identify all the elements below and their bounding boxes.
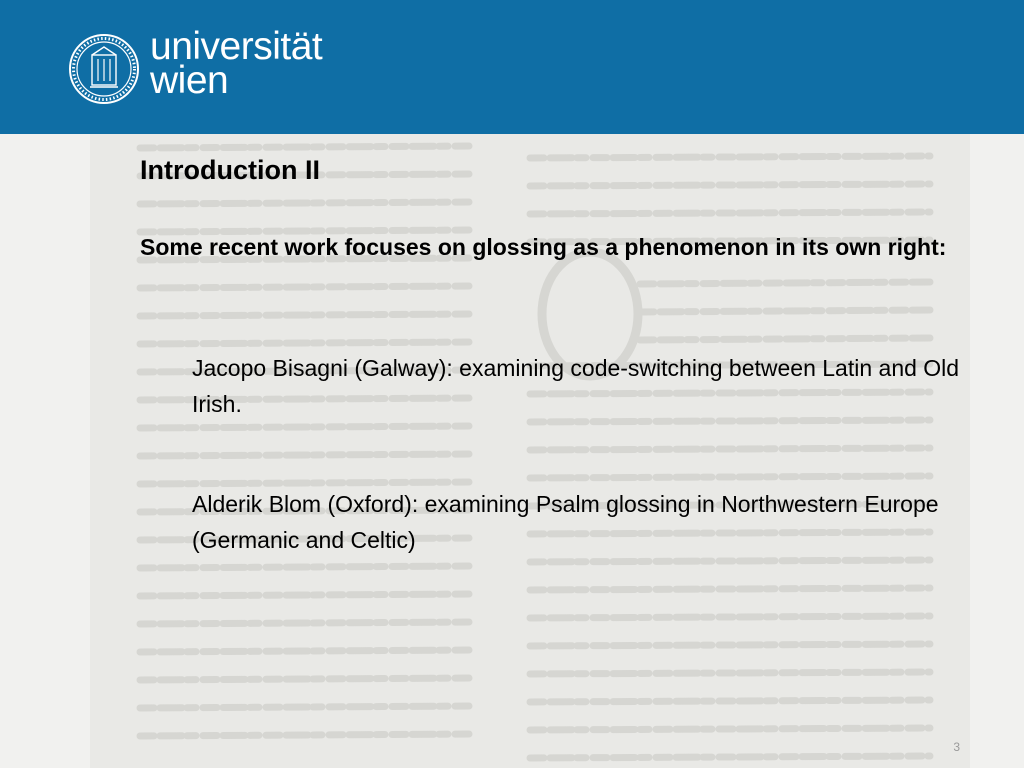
manuscript-watermark-icon bbox=[0, 134, 1024, 768]
header-bar bbox=[0, 0, 1024, 134]
university-seal-icon bbox=[68, 33, 140, 105]
bullet-item: Alderik Blom (Oxford): examining Psalm glossing in Northwestern Europe (Germanic and Celtic) bbox=[192, 491, 939, 553]
logo-line-1: universität bbox=[150, 25, 323, 68]
slide-subtitle: Some recent work focuses on glossing as a phenomenon in its own right: bbox=[140, 234, 947, 260]
logo-line-2: wien bbox=[150, 59, 229, 102]
slide-title: Introduction II bbox=[140, 155, 320, 185]
bullet-item: Jacopo Bisagni (Galway): examining code-switching between Latin and Old Irish. bbox=[192, 355, 960, 417]
page-number: 3 bbox=[953, 740, 960, 754]
university-logo-text bbox=[150, 25, 323, 102]
